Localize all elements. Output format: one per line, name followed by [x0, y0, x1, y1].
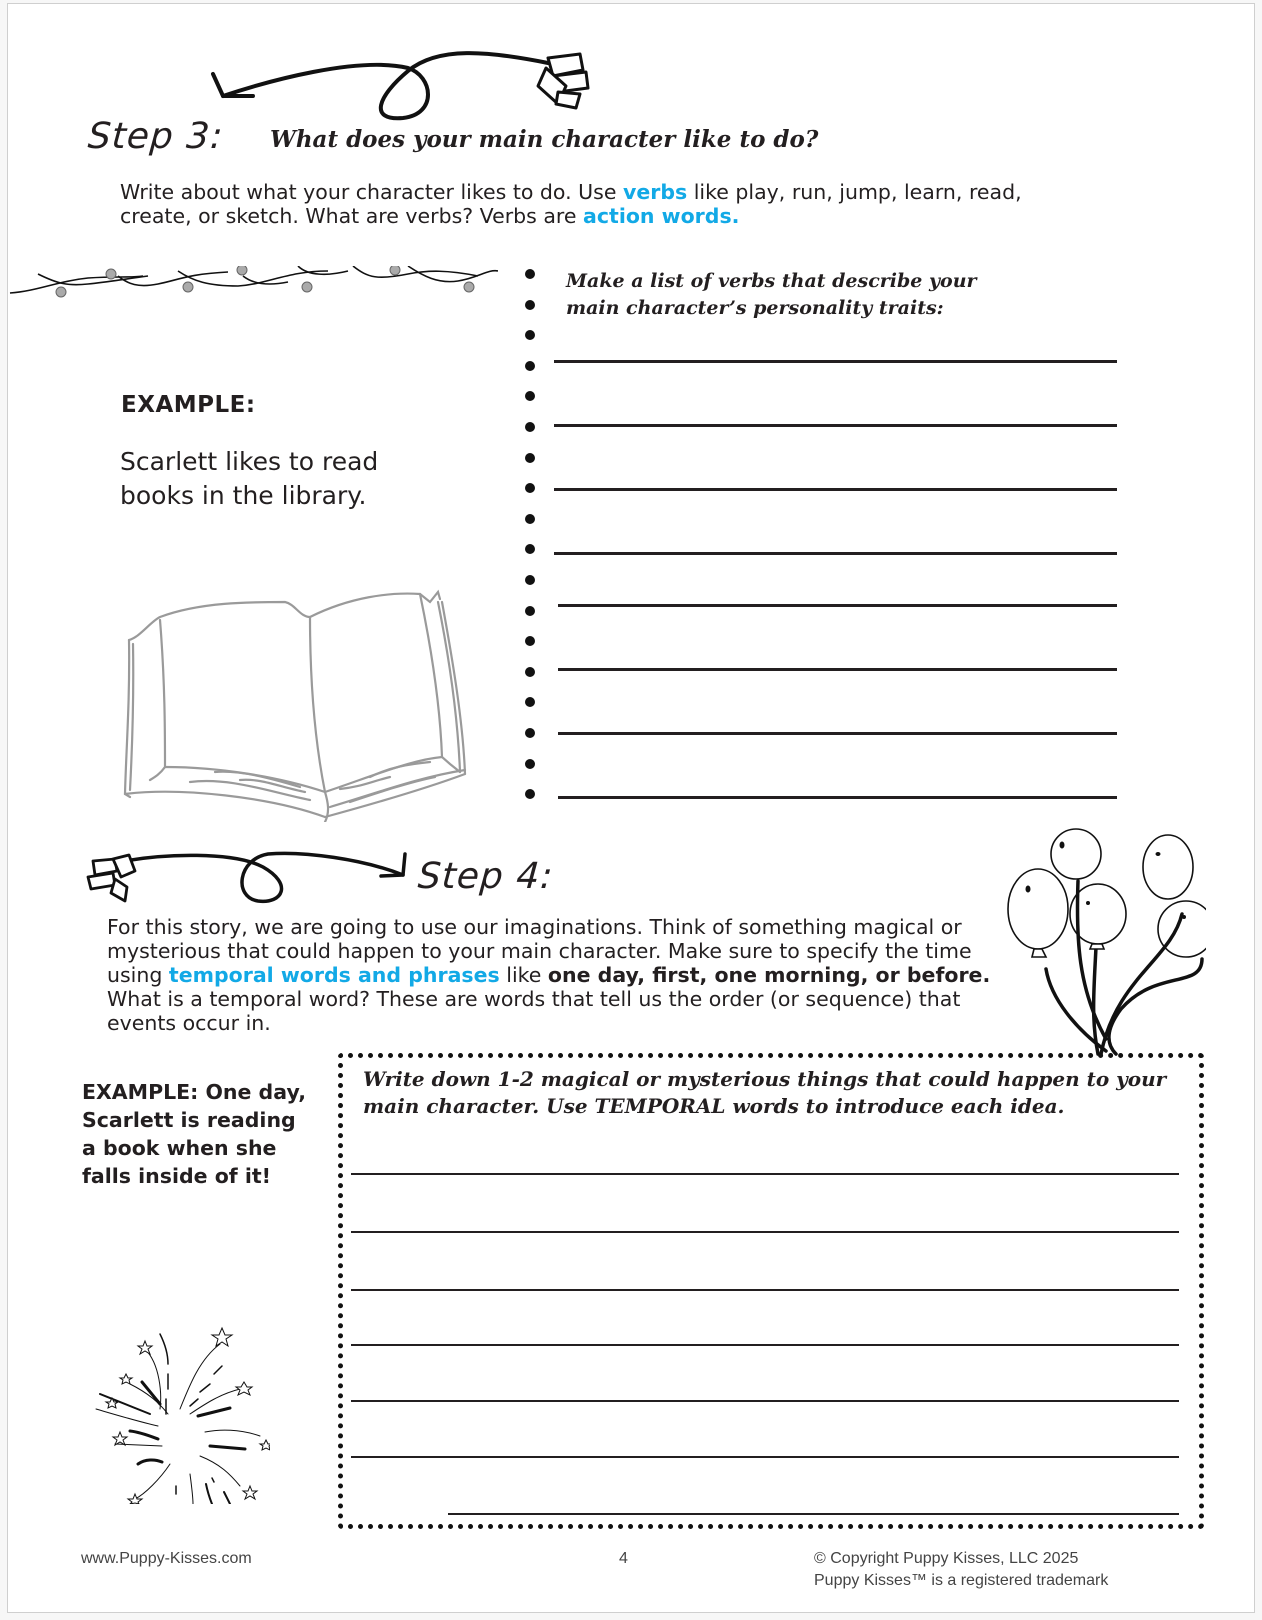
temporal-examples: one day, first, one morning, or before. [547, 963, 991, 987]
bullet-dot [525, 606, 535, 616]
step3-example-heading: EXAMPLE: [121, 392, 256, 418]
step4-label: Step 4: [416, 856, 555, 897]
garland-icon [8, 266, 498, 316]
step4-example-text: EXAMPLE: One day, Scarlett is reading a book when she falls inside of it! [82, 1080, 306, 1188]
answer-line[interactable] [351, 1344, 1179, 1346]
answer-line[interactable] [351, 1231, 1179, 1233]
answer-line[interactable] [351, 1456, 1179, 1458]
answer-line[interactable] [558, 732, 1117, 735]
bullet-dot [525, 759, 535, 769]
bullet-dot [525, 728, 535, 738]
bullet-dot [525, 483, 535, 493]
curly-arrow-right-icon [83, 849, 413, 904]
highlight-action-words: action words. [583, 204, 740, 228]
step3-example-text: Scarlett likes to read books in the library. [120, 447, 379, 510]
footer-trademark: Puppy Kisses™ is a registered trademark [814, 1572, 1109, 1589]
intro-text: create, or sketch. What are verbs? Verbs are [120, 204, 584, 228]
bullet-dot [525, 330, 535, 340]
intro-text: What is a temporal word? These are words that tell us the order (or sequence) that events occur in. [107, 987, 961, 1035]
bullet-dot [525, 667, 535, 677]
bullet-dot [525, 269, 535, 279]
bullet-dot [525, 391, 535, 401]
open-book-icon [120, 582, 495, 822]
answer-line[interactable] [558, 604, 1117, 607]
answer-line[interactable] [351, 1173, 1179, 1175]
bullet-dot [525, 789, 535, 799]
footer-website[interactable]: www.Puppy-Kisses.com [81, 1550, 252, 1567]
bullet-dot [525, 544, 535, 554]
step3-label: Step 3: [86, 116, 225, 157]
step4-intro [107, 915, 997, 1035]
bullet-dot [525, 514, 535, 524]
bullet-dot [525, 575, 535, 585]
answer-line[interactable] [554, 360, 1117, 363]
bullet-dot [525, 636, 535, 646]
bullet-dot [525, 300, 535, 310]
answer-line[interactable] [554, 552, 1117, 555]
footer-copyright: © Copyright Puppy Kisses, LLC 2025 [814, 1550, 1079, 1567]
answer-line[interactable] [448, 1513, 1179, 1515]
highlight-verbs: verbs [622, 180, 688, 204]
worksheet-page [7, 3, 1255, 1613]
curly-arrow-left-icon [208, 46, 628, 121]
step4-box-prompt: Write down 1-2 magical or mysterious things that could happen to your main character. Use TEMPORAL words to introduce each idea. [363, 1067, 1167, 1118]
answer-line[interactable] [554, 424, 1117, 427]
intro-text: Write about what your character likes to do. Use [120, 180, 623, 204]
step3-list-prompt: Make a list of verbs that describe your main character’s personality traits: [566, 270, 977, 319]
step3-intro [120, 180, 1120, 228]
intro-text: like play, run, jump, learn, read, [687, 180, 1022, 204]
bullet-dot [525, 453, 535, 463]
bullet-dot [525, 697, 535, 707]
intro-text: For this story, we are going to use our imaginations. Think of something magical or mysterious that could happen to your main character. Make sure to specify the time using [107, 915, 972, 987]
balloons-icon [1006, 819, 1206, 1059]
fireworks-icon [90, 1304, 270, 1504]
bullet-dot [525, 422, 535, 432]
step3-question: What does your main character like to do? [270, 126, 819, 153]
answer-line[interactable] [351, 1289, 1179, 1291]
answer-line[interactable] [554, 488, 1117, 491]
answer-line[interactable] [558, 668, 1117, 671]
answer-line[interactable] [558, 796, 1117, 799]
answer-line[interactable] [351, 1400, 1179, 1402]
footer-page-number: 4 [619, 1550, 628, 1567]
highlight-temporal: temporal words and phrases [168, 963, 500, 987]
bullet-dot [525, 361, 535, 371]
intro-text: like [499, 963, 548, 987]
